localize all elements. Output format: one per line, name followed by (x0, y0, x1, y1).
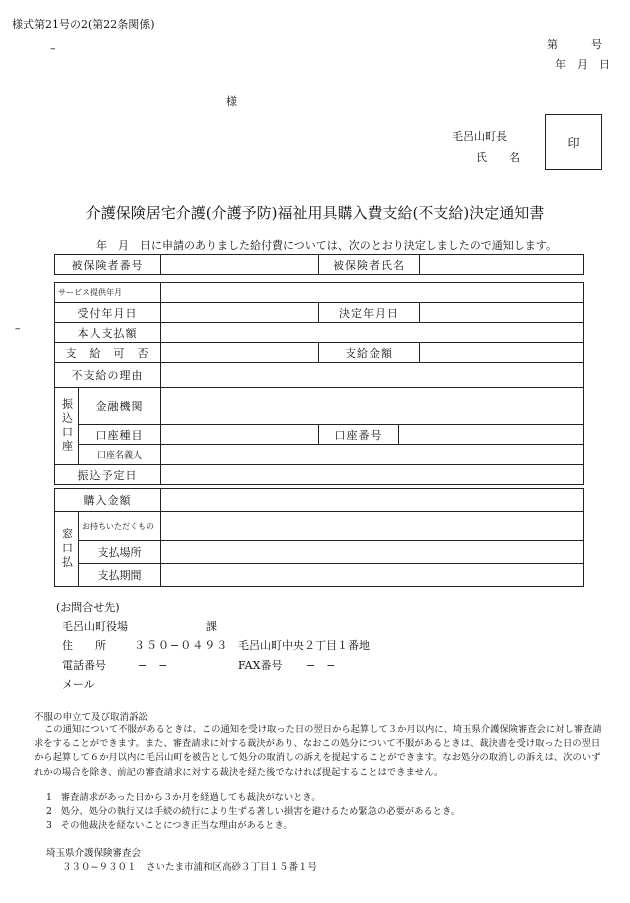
payment-result-label: 支 給 可 否 (55, 343, 161, 363)
side-dash: – (15, 322, 21, 335)
appeal-board-address: ３３０−９３０１ さいたま市浦和区高砂３丁目１５番１号 (62, 862, 317, 873)
pay-place-label: 支払場所 (79, 541, 161, 564)
pay-place-value (161, 541, 584, 564)
insured-name-value (420, 255, 584, 275)
self-paid-label: 本人支払額 (55, 323, 161, 343)
window-payment-table (54, 488, 584, 587)
account-number-value (399, 425, 584, 445)
appeal-item-text: 審査請求があった日から３か月を経過しても裁決がないとき。 (60, 792, 321, 803)
purchase-amount-value (161, 489, 584, 512)
issuer-name-label: 氏 名 (476, 151, 520, 164)
account-holder-value (161, 445, 584, 465)
appeal-item-1 (46, 789, 321, 803)
nonpayment-reason-label: 不支給の理由 (55, 363, 161, 388)
purchase-amount-label: 購入金額 (55, 489, 161, 512)
page-title: 介護保険居宅介護(介護予防)福祉用具購入費支給(不支給)決定通知書 (85, 204, 545, 222)
form-number: 様式第21号の2(第22条関係) (12, 18, 155, 31)
appeal-item-text: 処分、処分の執行又は手続の続行により生ずる著しい損害を避けるため緊急の必要があるとき。 (60, 806, 461, 817)
appeal-board: 埼玉県介護保険審査会 (46, 848, 142, 859)
contact-mail-label: メール (62, 678, 95, 691)
transfer-account-label: 振込口座 (55, 388, 79, 465)
received-date-label: 受付年月日 (55, 303, 161, 323)
insured-number-label: 被保険者番号 (55, 255, 161, 275)
appeal-heading: 不服の申立て及び取消訴訟 (34, 712, 149, 723)
contact-phone-value: − − (138, 659, 168, 672)
appeal-item-number: 3 (46, 820, 52, 831)
contact-address: 毛呂山町中央２丁目１番地 (238, 639, 370, 652)
contact-fax-label: FAX番号 (238, 659, 283, 672)
insured-table (54, 254, 584, 275)
contact-office: 毛呂山町役場 (62, 620, 128, 633)
transfer-date-label: 振込予定日 (55, 465, 161, 485)
account-type-label: 口座種目 (79, 425, 161, 445)
document-date-label: 年 月 日 (555, 58, 610, 71)
issuer-title: 毛呂山町長 (452, 130, 507, 143)
payment-amount-label: 支給金額 (319, 343, 420, 363)
self-paid-value (161, 323, 584, 343)
appeal-item-2 (46, 803, 460, 817)
service-month-value (161, 283, 584, 303)
service-month-label: サービス提供年月 (55, 283, 161, 303)
decision-date-label: 決定年月日 (319, 303, 420, 323)
pay-period-label: 支払期間 (79, 564, 161, 587)
contact-section: 課 (206, 620, 217, 633)
header-dash: – (50, 42, 56, 55)
bank-value (161, 388, 584, 425)
seal-box (545, 114, 602, 170)
account-type-value (161, 425, 319, 445)
window-payment-label: 窓口払 (55, 512, 79, 587)
payment-amount-value (420, 343, 584, 363)
appeal-item-3 (46, 817, 293, 831)
nonpayment-reason-value (161, 363, 584, 388)
payment-result-value (161, 343, 319, 363)
account-number-label: 口座番号 (319, 425, 399, 445)
bank-label: 金融機関 (79, 388, 161, 425)
contact-heading: (お問合せ先) (56, 601, 120, 614)
intro-text: 年 月 日に申請のありました給付費については、次のとおり決定しましたので通知します。 (96, 239, 557, 252)
bring-items-label: お持ちいただくもの (79, 512, 161, 541)
decision-date-value (420, 303, 584, 323)
pay-period-value (161, 564, 584, 587)
contact-zip: ３５０−０４９３ (134, 639, 229, 652)
received-date-value (161, 303, 319, 323)
contact-fax-value: − − (306, 659, 336, 672)
contact-address-label: 住 所 (62, 639, 106, 652)
appeal-item-text: その他裁決を経ないことにつき正当な理由があるとき。 (60, 820, 293, 831)
document-number-label: 第 号 (547, 38, 602, 51)
transfer-date-value (161, 465, 584, 485)
bring-items-value (161, 512, 584, 541)
account-holder-label: 口座名義人 (79, 445, 161, 465)
addressee-suffix: 様 (226, 95, 237, 108)
contact-phone-label: 電話番号 (62, 659, 106, 672)
insured-number-value (161, 255, 319, 275)
appeal-body: この通知について不服があるときは、この通知を受け取った日の翌日から起算して３か月以内に、埼玉県介護保険審査会に対し審査請求をすることができます。また、審査請求に対する裁決があり、なおこの処分について不服があるときは、裁決書を受け取った日の翌日から起算して６か月以内に毛呂山町を被告として処分の取消しの訴えを提起することができます。なお処分の取消しの訴えは、次のいずれかの場合を除き、前記の審査請求に対する裁決を経た後でなければ提起することはできません。 (34, 724, 602, 778)
decision-table (54, 282, 584, 485)
seal-mark: 印 (567, 135, 580, 150)
appeal-item-number: 1 (46, 792, 52, 803)
appeal-item-number: 2 (46, 806, 52, 817)
insured-name-label: 被保険者氏名 (319, 255, 420, 275)
